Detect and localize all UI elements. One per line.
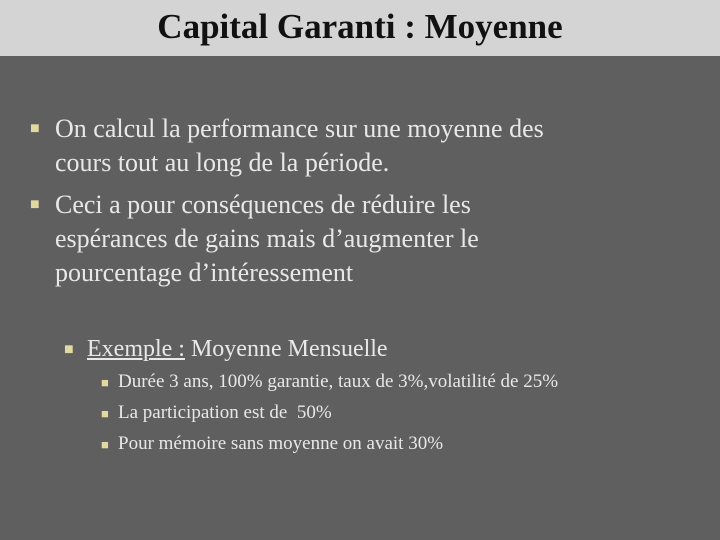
example-item-3: Pour mémoire sans moyenne on avait 30% xyxy=(118,433,444,454)
example-item-1: Durée 3 ans, 100% garantie, taux de 3%,volatilité de 25% xyxy=(118,371,559,392)
square-bullet-icon: ■ xyxy=(30,196,40,213)
square-bullet-icon: ■ xyxy=(101,437,109,452)
bullet-2-line-2: espérances de gains mais d’augmenter le xyxy=(55,224,479,253)
bullet-2-line-3: pourcentage d’intéressement xyxy=(55,258,354,287)
slide-title: Capital Garanti : Moyenne xyxy=(157,6,563,46)
example-heading xyxy=(87,334,388,364)
square-bullet-icon: ■ xyxy=(30,120,40,137)
bullet-1 xyxy=(55,112,669,180)
square-bullet-icon: ■ xyxy=(101,406,109,421)
square-bullet-icon: ■ xyxy=(101,375,109,390)
title-bar xyxy=(0,0,720,56)
example-text: Moyenne Mensuelle xyxy=(184,336,388,362)
example-item-2: La participation est de 50% xyxy=(118,402,332,423)
bullet-2 xyxy=(55,188,669,290)
bullet-1-line-1: On calcul la performance sur une moyenne des xyxy=(55,114,544,143)
square-bullet-icon: ■ xyxy=(64,341,74,358)
example-label: Exemple : xyxy=(87,336,185,362)
bullet-2-line-1: Ceci a pour conséquences de réduire les xyxy=(55,190,471,219)
bullet-1-line-2: cours tout au long de la période. xyxy=(55,148,390,177)
